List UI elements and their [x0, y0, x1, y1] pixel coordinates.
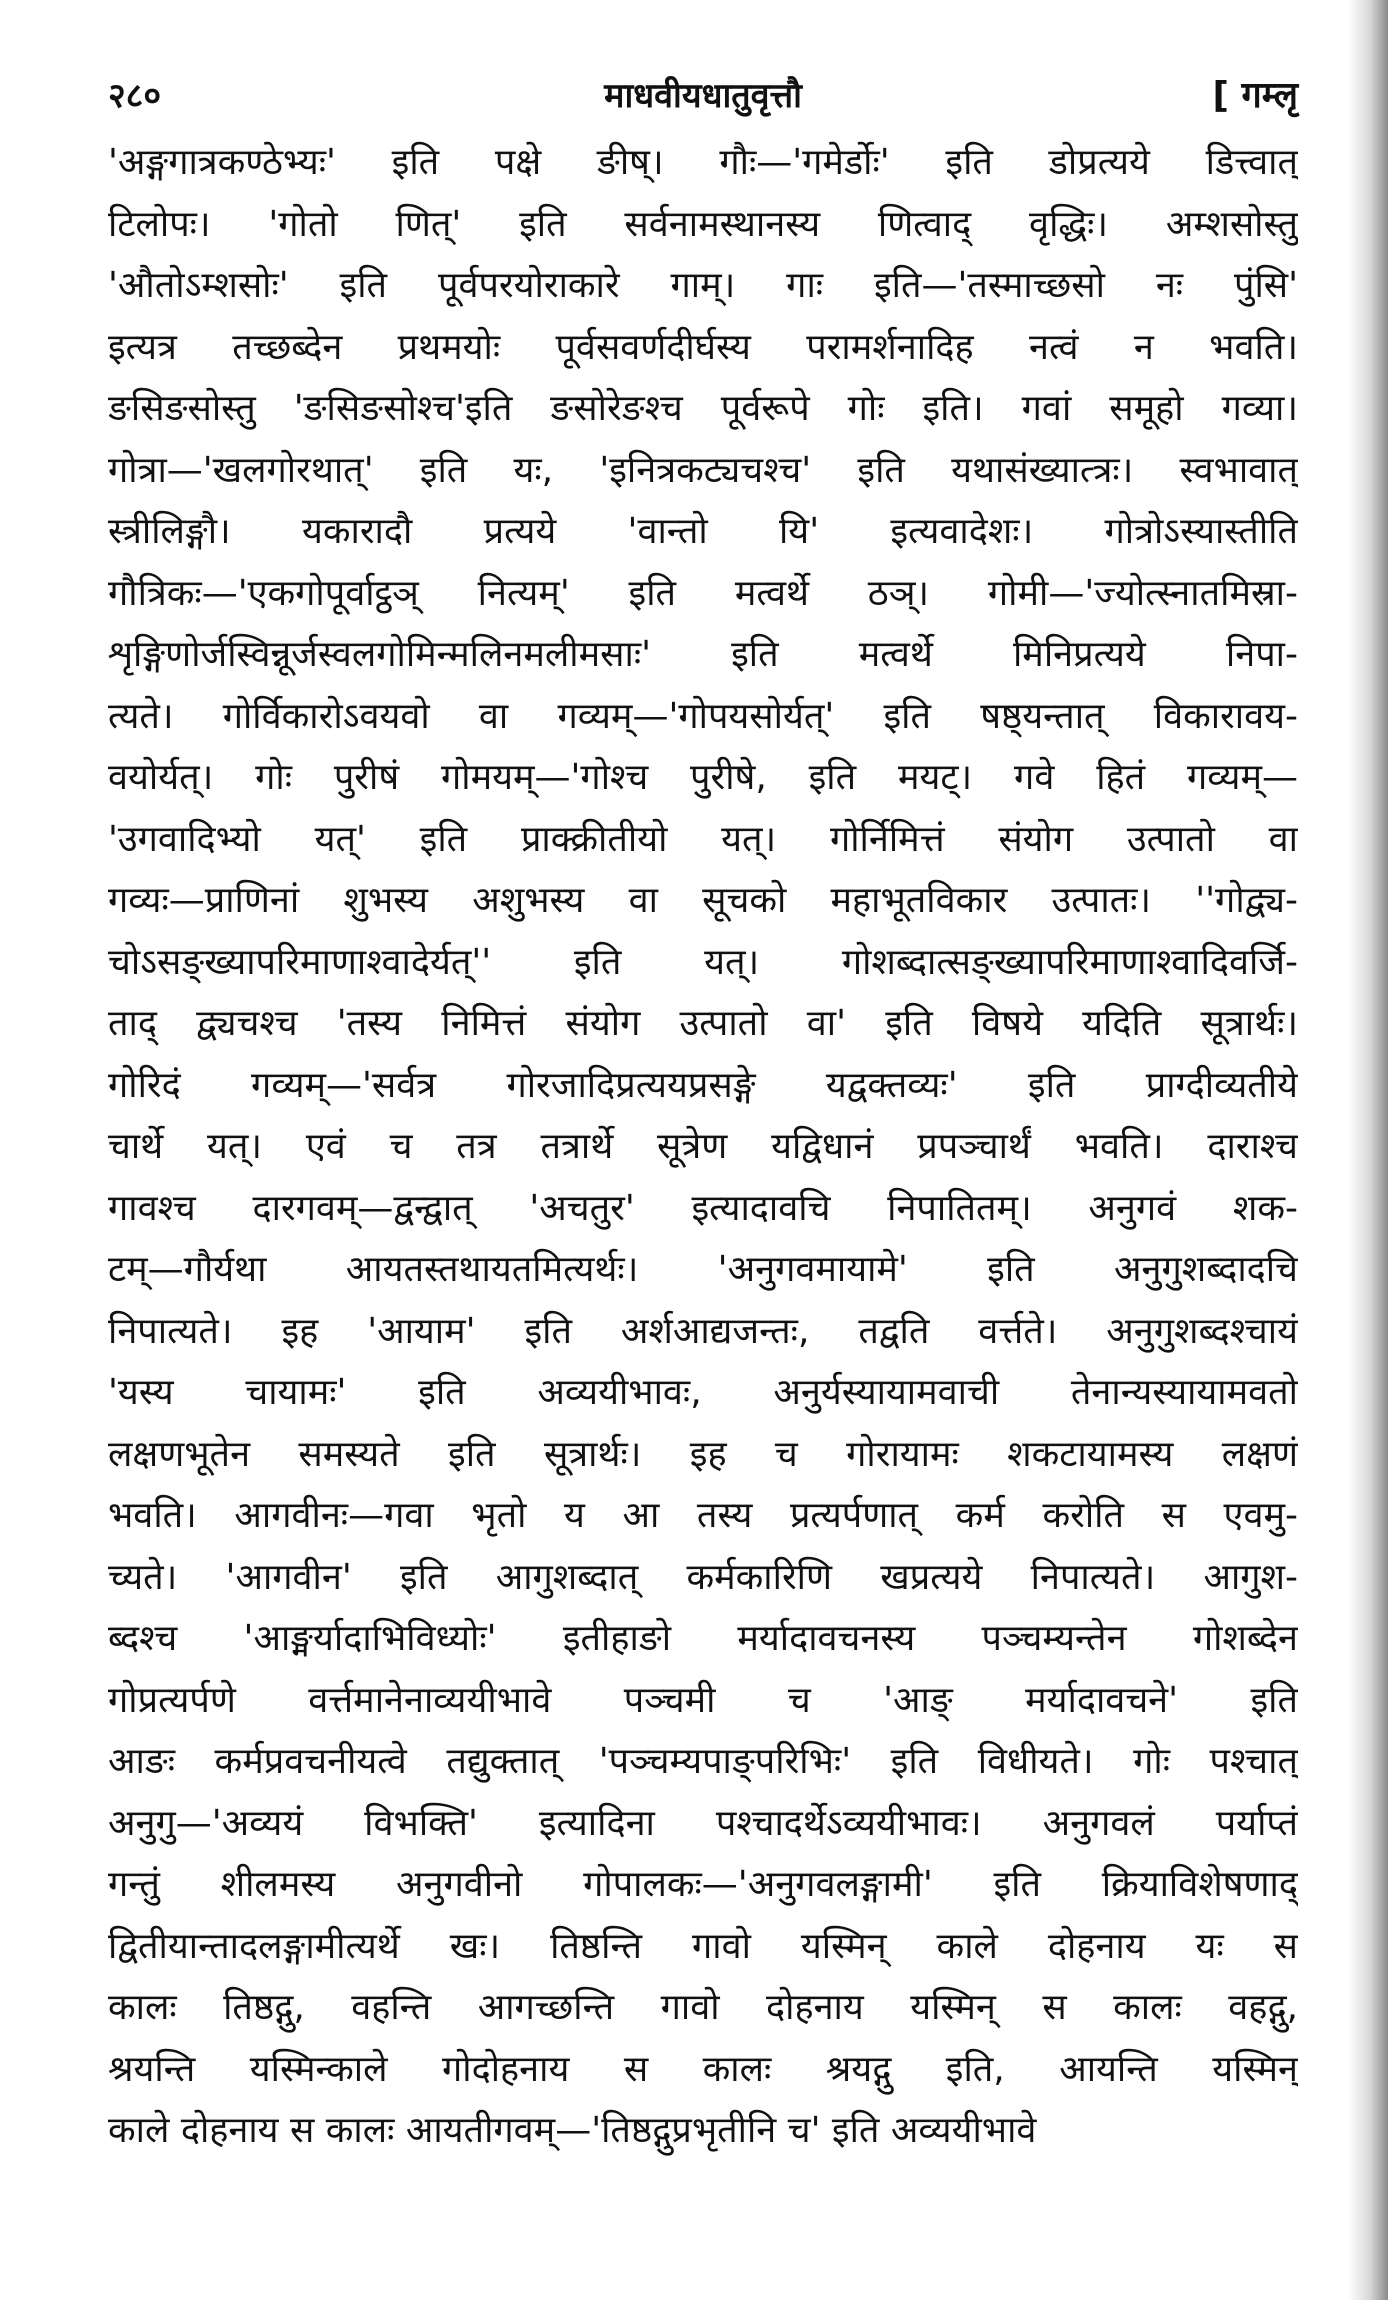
body-text: [108, 132, 1298, 2162]
text-line: 'औतोऽम्शसोः' इति पूर्वपरयोराकारे गाम्। गाः इति—'तस्माच्छसो नः पुंसि': [108, 265, 1298, 306]
text-line: ताद् द्व्यचश्च 'तस्य निमित्तं संयोग उत्पातो वा' इति विषये यदिति सूत्रार्थः।: [108, 1003, 1298, 1044]
section-marker: [ गम्लृ: [1212, 75, 1298, 116]
text-line: च्यते। 'आगवीन' इति आगुशब्दात् कर्मकारिणि खप्रत्यये निपात्यते। आगुश-: [108, 1556, 1298, 1598]
text-line: गन्तुं शीलमस्य अनुगवीनो गोपालकः—'अनुगवलङ्गामी' इति क्रियाविशेषणाद्: [108, 1864, 1298, 1905]
text-line: 'अङ्गगात्रकण्ठेभ्यः' इति पक्षे ङीष्। गौः—'गमेर्डोः' इति डोप्रत्यये डित्त्वात्: [108, 142, 1298, 183]
text-line: टिलोपः। 'गोतो णित्' इति सर्वनामस्थानस्य णित्वाद् वृद्धिः। अम्शसोस्तु: [108, 203, 1298, 245]
text-line: 'उगवादिभ्यो यत्' इति प्राक्क्रीतीयो यत्। गोर्निमित्तं संयोग उत्पातो वा: [108, 818, 1298, 860]
page-header: [108, 66, 1298, 126]
text-line: गावश्च दारगवम्—द्वन्द्वात् 'अचतुर' इत्यादावचि निपातितम्। अनुगवं शक-: [108, 1187, 1298, 1229]
text-line: गोरिदं गव्यम्—'सर्वत्र गोरजादिप्रत्ययप्रसङ्गे यद्वक्तव्यः' इति प्राग्दीव्यतीये: [108, 1064, 1298, 1106]
text-line: स्त्रीलिङ्गौ। यकारादौ प्रत्यये 'वान्तो यि' इत्यवादेशः। गोत्रोऽस्यास्तीति: [108, 511, 1298, 552]
text-line: ङसिङसोस्तु 'ङसिङसोश्च'इति ङसोरेङश्च पूर्वरूपे गोः इति। गवां समूहो गव्या।: [108, 388, 1298, 429]
text-line: वयोर्यत्। गोः पुरीषं गोमयम्—'गोश्च पुरीषे, इति मयट्। गवे हितं गव्यम्—: [108, 757, 1298, 798]
text-line: चार्थे यत्। एवं च तत्र तत्रार्थे सूत्रेण यद्विधानं प्रपञ्चार्थं भवति। दाराश्च: [108, 1126, 1298, 1167]
running-title: माधवीयधातुवृत्तौ: [604, 76, 802, 116]
text-line: ब्दश्च 'आङ्मर्यादाभिविध्योः' इतीहाङो मर्यादावचनस्य पञ्चम्यन्तेन गोशब्देन: [108, 1618, 1298, 1659]
text-line: द्वितीयान्तादलङ्गामीत्यर्थे खः। तिष्ठन्ति गावो यस्मिन् काले दोहनाय यः स: [108, 1925, 1298, 1967]
text-line: भवति। आगवीनः—गवा भृतो य आ तस्य प्रत्यर्पणात् कर्म करोति स एवमु-: [108, 1495, 1298, 1536]
text-line: आङः कर्मप्रवचनीयत्वे तद्युक्तात् 'पञ्चम्यपाङ्परिभिः' इति विधीयते। गोः पश्चात्: [108, 1741, 1298, 1782]
text-line: 'यस्य चायामः' इति अव्ययीभावः, अनुर्यस्यायामवाची तेनान्यस्यायामवतो: [108, 1372, 1298, 1413]
text-line: टम्—गौर्यथा आयतस्तथायतमित्यर्थः। 'अनुगवमायामे' इति अनुगुशब्दादचि: [108, 1249, 1298, 1290]
text-line: कालः तिष्ठद्गु, वहन्ति आगच्छन्ति गावो दोहनाय यस्मिन् स कालः वहद्गु,: [108, 1987, 1298, 2028]
page-number: २८०: [108, 76, 162, 116]
text-line: काले दोहनाय स कालः आयतीगवम्—'तिष्ठद्गुप्रभृतीनि च' इति अव्ययीभावे: [108, 2110, 1037, 2151]
text-line: गौत्रिकः—'एकगोपूर्वाट्ठञ् नित्यम्' इति मत्वर्थे ठञ्। गोमी—'ज्योत्स्नातमिस्रा-: [108, 572, 1298, 614]
page-edge-shadow: [1348, 0, 1388, 2300]
text-line: गव्यः—प्राणिनां शुभस्य अशुभस्य वा सूचको महाभूतविकार उत्पातः। ''गोद्व्य-: [108, 880, 1298, 921]
text-line: चोऽसङ्ख्यापरिमाणाश्वादेर्यत्'' इति यत्। गोशब्दात्सङ्ख्यापरिमाणाश्वादिवर्जि-: [108, 941, 1298, 983]
text-line: शृङ्गिणोर्जस्विन्नूर्जस्वलगोमिन्मलिनमलीमसाः' इति मत्वर्थे मिनिप्रत्यये निपा-: [108, 634, 1298, 675]
text-line: त्यते। गोर्विकारोऽवयवो वा गव्यम्—'गोपयसोर्यत्' इति षष्ठ्यन्तात् विकारावय-: [108, 695, 1298, 737]
text-line: लक्षणभूतेन समस्यते इति सूत्रार्थः। इह च गोरायामः शकटायामस्य लक्षणं: [108, 1433, 1298, 1475]
text-line: अनुगु—'अव्ययं विभक्ति' इत्यादिना पश्चादर्थेऽव्ययीभावः। अनुगवलं पर्याप्तं: [108, 1802, 1298, 1844]
text-line: इत्यत्र तच्छब्देन प्रथमयोः पूर्वसवर्णदीर्घस्य परामर्शनादिह नत्वं न भवति।: [108, 326, 1298, 368]
text-line: निपात्यते। इह 'आयाम' इति अर्शआद्यजन्तः, तद्वति वर्त्तते। अनुगुशब्दश्चायं: [108, 1310, 1298, 1352]
text-line: गोत्रा—'खलगोरथात्' इति यः, 'इनित्रकट्यचश्च' इति यथासंख्यात्त्रः। स्वभावात्: [108, 449, 1298, 491]
text-line: गोप्रत्यर्पणे वर्त्तमानेनाव्ययीभावे पञ्चमी च 'आङ् मर्यादावचने' इति: [108, 1679, 1298, 1721]
text-line: श्रयन्ति यस्मिन्काले गोदोहनाय स कालः श्रयद्गु इति, आयन्ति यस्मिन्: [108, 2048, 1298, 2090]
